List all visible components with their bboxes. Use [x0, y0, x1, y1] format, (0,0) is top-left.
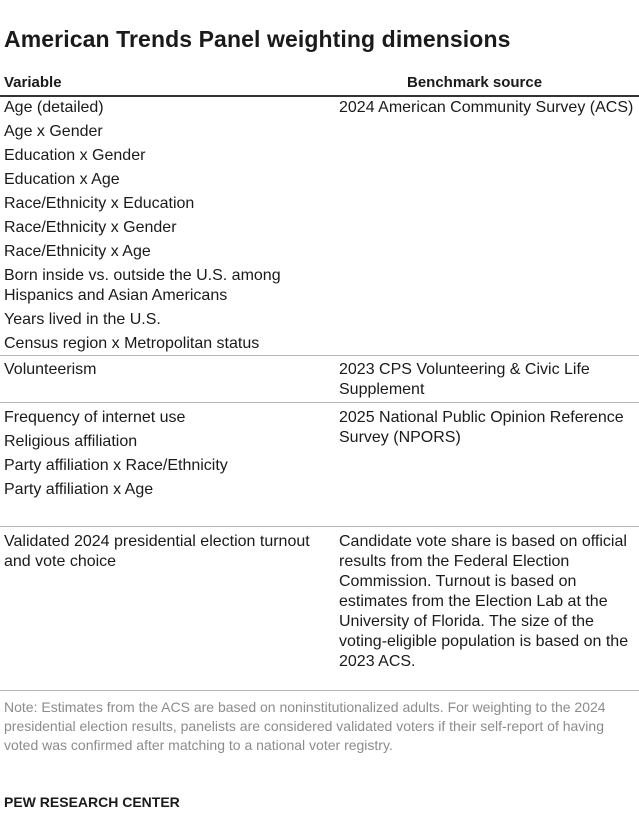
column-header-variable: Variable — [4, 74, 62, 91]
page-title: American Trends Panel weighting dimensions — [4, 26, 511, 52]
source-label: PEW RESEARCH CENTER — [4, 794, 180, 810]
group-2-source: 2023 CPS Volunteering & Civic Life Supplement — [339, 361, 590, 398]
variable-item: Years lived in the U.S. — [4, 311, 161, 328]
variable-item: Religious affiliation — [4, 433, 138, 450]
variable-item: Education x Gender — [4, 147, 146, 164]
group-1-variables — [4, 98, 329, 358]
group-2-variables — [4, 360, 329, 384]
variable-item: Validated 2024 presidential election turnout and vote choice — [4, 533, 310, 570]
variable-item: Census region x Metropolitan status — [4, 335, 260, 352]
variable-item: Race/Ethnicity x Age — [4, 243, 151, 260]
group-4-variables — [4, 532, 329, 576]
footnote: Note: Estimates from the ACS are based on noninstitutionalized adults. For weighting to the 2024 presidential election results, panelists are considered validated voters if their self-report of having voted was confirmed after matching to a national voter registry. — [4, 699, 606, 753]
header-rule — [0, 95, 639, 97]
group-4-source: Candidate vote share is based on official results from the Federal Election Commission. Turnout is based on estimates from the Election Lab at the University of Florida. The size of the voting-eligible population is based on the 2023 ACS. — [339, 533, 629, 670]
variable-item: Born inside vs. outside the U.S. among Hispanics and Asian Americans — [4, 267, 281, 304]
variable-item: Party affiliation x Age — [4, 481, 154, 498]
group-1-source: 2024 American Community Survey (ACS) — [339, 99, 634, 116]
variable-item: Age (detailed) — [4, 99, 104, 116]
variable-item: Race/Ethnicity x Gender — [4, 219, 177, 236]
group-3-variables — [4, 408, 329, 504]
group-divider — [0, 355, 639, 356]
variable-item: Education x Age — [4, 171, 120, 188]
column-header-benchmark: Benchmark source — [407, 74, 543, 91]
group-divider — [0, 526, 639, 527]
variable-item: Age x Gender — [4, 123, 103, 140]
group-3-source: 2025 National Public Opinion Reference Survey (NPORS) — [339, 409, 624, 446]
group-divider — [0, 690, 639, 691]
group-divider — [0, 402, 639, 403]
variable-item: Race/Ethnicity x Education — [4, 195, 195, 212]
variable-item: Frequency of internet use — [4, 409, 186, 426]
variable-item: Volunteerism — [4, 361, 97, 378]
variable-item: Party affiliation x Race/Ethnicity — [4, 457, 228, 474]
